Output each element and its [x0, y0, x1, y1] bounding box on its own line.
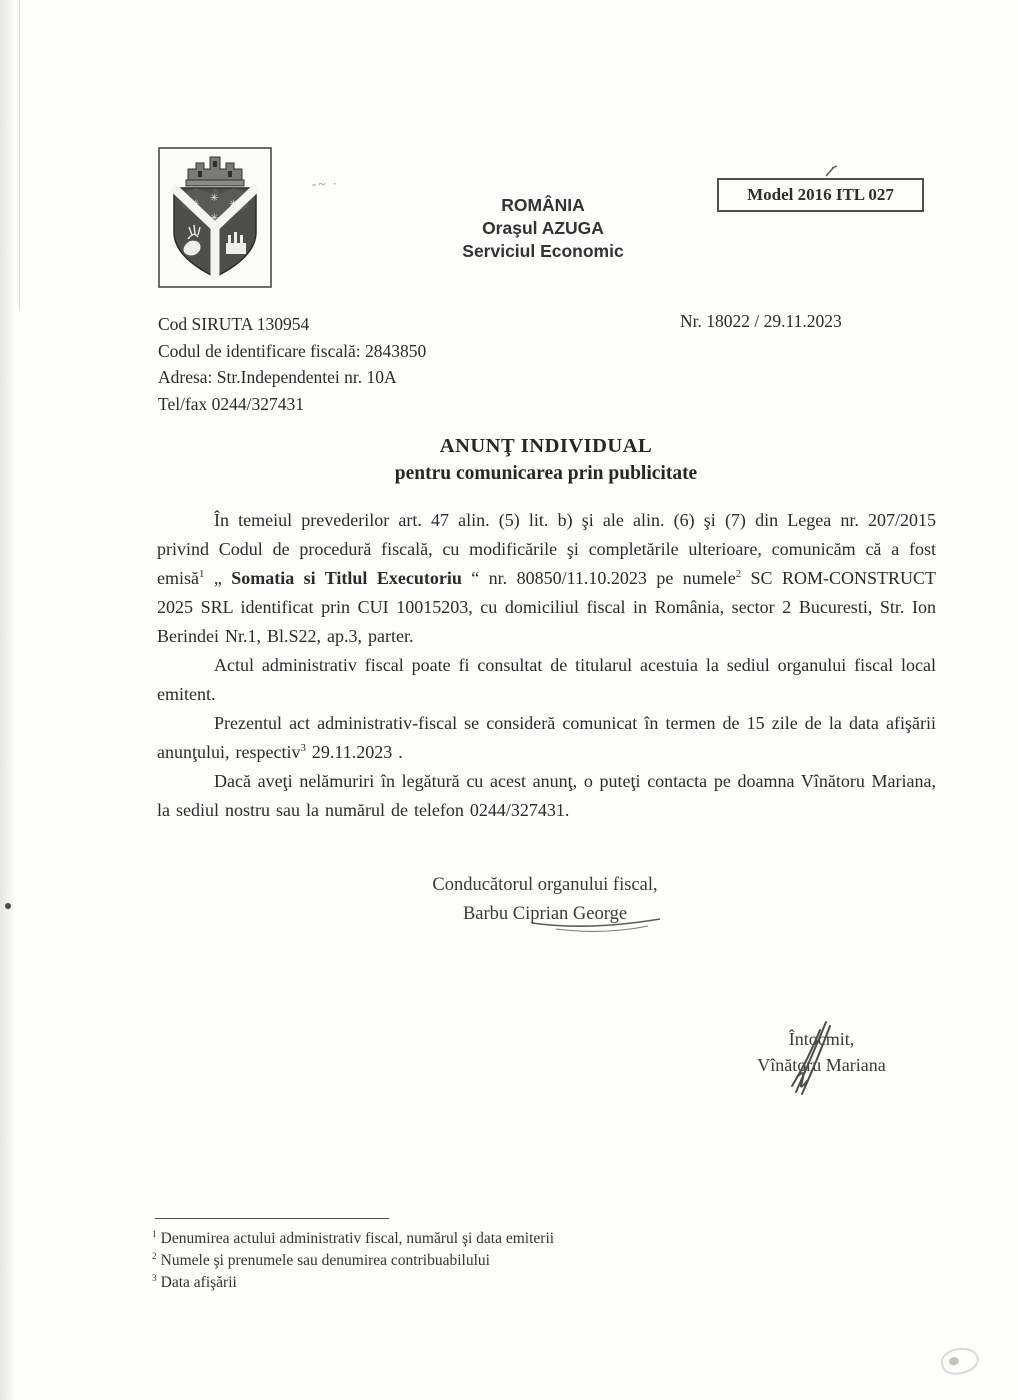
- header-country: ROMÂNIA: [501, 195, 585, 215]
- header-department: Serviciul Economic: [462, 241, 624, 261]
- footnote-3: [152, 1272, 712, 1294]
- document-header: [402, 194, 684, 263]
- prepared-by-label: Întocmit,: [788, 1029, 855, 1049]
- document-title: [246, 433, 846, 487]
- cod-siruta: Cod SIRUTA 130954: [158, 314, 310, 334]
- paragraph-contact: Dacă aveţi nelămuriri în legătură cu acest anunţ, o puteţi contacta pe doamna Vînătoru Mariana, la sediul nostru sau la numărul de telefon 0244/327431.: [157, 771, 936, 820]
- p1-quote-open: „: [204, 568, 232, 588]
- p3-date: 29.11.2023 .: [305, 742, 403, 762]
- header-city: Oraşul AZUGA: [482, 218, 604, 238]
- footnote-ref-2: 2: [735, 568, 742, 580]
- model-code-box: Model 2016 ITL 027: [717, 178, 924, 212]
- scan-margin-dot: [5, 903, 11, 909]
- scan-edge-shadow: [0, 0, 16, 1400]
- footnote-2: [152, 1250, 712, 1272]
- svg-text:✳: ✳: [210, 213, 219, 224]
- document-body: [157, 506, 936, 825]
- issuer-address: Adresa: Str.Independentei nr. 10A: [158, 367, 397, 387]
- scan-smudge: [939, 1344, 982, 1377]
- paragraph-consultation: Actul administrativ fiscal poate fi consultat de titularul acestuia la sediul organului fiscal local emitent.: [157, 655, 936, 704]
- fiscal-id: Codul de identificare fiscală: 2843850: [158, 340, 427, 361]
- footnote-2-text: Numele şi prenumele sau denumirea contribuabilului: [160, 1252, 490, 1269]
- azuga-coat-of-arms-icon: [158, 147, 272, 288]
- footnotes: [152, 1228, 712, 1294]
- footnote-ref-1: 1: [199, 568, 205, 580]
- fiscal-head-title: Conducătorul organului fiscal,: [432, 875, 658, 895]
- svg-text:✳: ✳: [229, 199, 238, 210]
- svg-text:✳: ✳: [210, 193, 219, 204]
- footnote-3-text: Data afişării: [160, 1274, 237, 1291]
- issuer-telfax: Tel/fax 0244/327431: [158, 393, 305, 414]
- pen-tick-mark: [824, 164, 840, 178]
- footnote-separator: [155, 1218, 389, 1219]
- p1-act-number: “ nr. 80850/11.10.2023 pe numele: [461, 568, 736, 588]
- footnote-1-text: Denumirea actului administrativ fiscal, numărul şi data emiterii: [160, 1230, 555, 1247]
- scan-edge-line: [19, 0, 20, 310]
- p1-debtor-details: SC ROM-CONSTRUCT 2025 SRL identificat prin CUI 10015203, cu domiciliul fiscal in România, sector 2 Bucuresti, Str. Ion Berindei Nr.1, Bl.S22, ap.3, parter.: [157, 568, 936, 646]
- act-name-bold: Somatia si Titlul Executoriu: [231, 568, 462, 588]
- document-number: Nr. 18022 / 29.11.2023: [680, 311, 842, 331]
- signature-underline: [528, 915, 664, 937]
- title-line2: pentru comunicarea prin publicitate: [394, 463, 698, 484]
- fiscal-head-name: Barbu Ciprian George: [462, 904, 628, 924]
- handwritten-signature: [778, 1016, 848, 1096]
- paragraph-legal-basis: [157, 506, 936, 651]
- pen-dash-mark: -~ ·: [312, 176, 339, 191]
- footnote-ref-3: 3: [300, 742, 306, 754]
- footnote-2-number: 2: [152, 1251, 157, 1262]
- issuer-identification-block: [158, 311, 588, 417]
- footnote-3-number: 3: [152, 1273, 157, 1284]
- prepared-by-name: Vînătoru Mariana: [757, 1055, 886, 1075]
- footnote-1-number: 1: [152, 1229, 157, 1240]
- footnote-1: [152, 1228, 712, 1250]
- svg-text:✳: ✳: [191, 199, 200, 210]
- title-line1: ANUNŢ INDIVIDUAL: [439, 435, 653, 457]
- paragraph-communication-term: [157, 709, 936, 767]
- p1-text: În temeiul prevederilor art. 47 alin. (5) lit. b) şi ale alin. (6) şi (7) din Legea nr. 207/2015 privind Codul de procedură fiscală, cu modificările şi completările ulterioare, comunicăm că a fost emisă: [157, 510, 936, 588]
- p3-text: Prezentul act administrativ-fiscal se consideră comunicat în termen de 15 zile de la data afişării anunţului, respectiv: [157, 713, 936, 762]
